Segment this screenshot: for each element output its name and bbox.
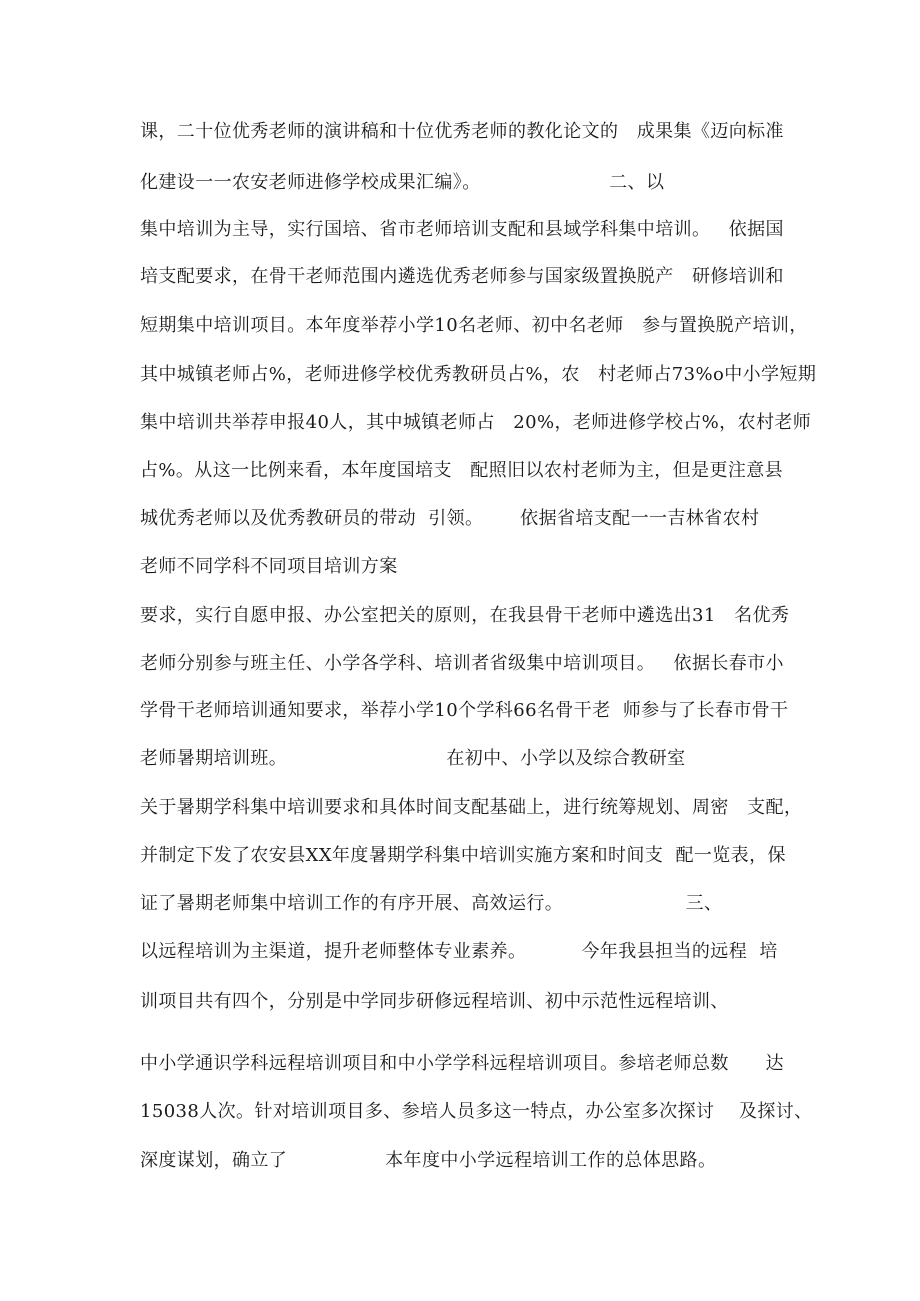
text-line: 老师分别参与班主任、小学各学科、培训者省级集中培训项目。 依据长春市小	[140, 653, 784, 674]
text-line: 以远程培训为主渠道，提升老师整体专业素养。 今年我县担当的远程 培	[140, 941, 778, 962]
text-line: 要求，实行自愿申报、办公室把关的原则，在我县骨干老师中遴选出31 名优秀	[140, 605, 790, 626]
text-line: 深度谋划，确立了 本年度中小学远程培训工作的总体思路。	[140, 1150, 717, 1171]
text-line: 城优秀老师以及优秀教研员的带动 引领。 依据省培支配一一吉林省农村	[140, 508, 760, 529]
text-line: 占%。从这一比例来看，本年度国培支 配照旧以农村老师为主，但是更注意县	[140, 460, 784, 481]
text-line: 课，二十位优秀老师的演讲稿和十位优秀老师的教化论文的 成果集《迈向标准	[140, 121, 784, 142]
text-line: 其中城镇老师占%，老师进修学校优秀教研员占%，农 村老师占73%o中小学短期	[140, 364, 817, 385]
text-line: 中小学通识学科远程培训项目和中小学学科远程培训项目。参培老师总数 达	[140, 1053, 784, 1074]
text-line: 并制定下发了农安县XX年度暑期学科集中培训实施方案和时间支 配一览表，保	[140, 845, 786, 866]
text-line: 关于暑期学科集中培训要求和具体时间支配基础上，进行统筹规划、周密 支配，	[140, 797, 803, 818]
text-line: 证了暑期老师集中培训工作的有序开展、高效运行。 三、	[140, 893, 723, 914]
text-line: 学骨干老师培训通知要求，举荐小学10个学科66名骨干老 师参与了长春市骨干	[140, 700, 789, 721]
text-line: 集中培训共举荐申报40人，其中城镇老师占 20%，老师进修学校占%，农村老师	[140, 412, 812, 433]
text-line: 短期集中培训项目。本年度举荐小学10名老师、初中名老师 参与置换脱产培训，	[140, 315, 808, 336]
text-line: 化建设一一农安老师进修学校成果汇编》。 二、以	[140, 172, 665, 193]
text-line: 集中培训为主导，实行国培、省市老师培训支配和县域学科集中培训。 依据国	[140, 219, 784, 240]
text-line: 15038人次。针对培训项目多、参培人员多这一特点，办公室多次探讨 及探讨、	[140, 1101, 813, 1122]
text-line: 培支配要求，在骨干老师范围内遴选优秀老师参与国家级置换脱产 研修培训和	[140, 266, 784, 287]
text-line: 老师暑期培训班。 在初中、小学以及综合教研室	[140, 748, 686, 769]
text-line: 训项目共有四个，分别是中学同步研修远程培训、初中示范性远程培训、	[140, 991, 729, 1012]
text-line: 老师不同学科不同项目培训方案	[140, 556, 398, 577]
